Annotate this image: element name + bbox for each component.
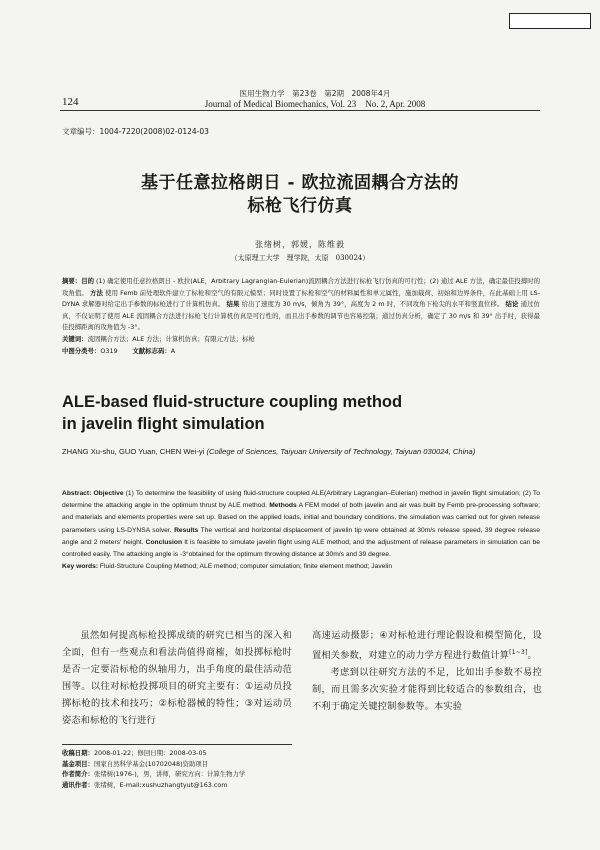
english-authors: ZHANG Xu-shu, GUO Yuan, CHEN Wei-yi (62, 447, 205, 456)
body-paragraph-left: 虽然如何提高标枪投掷成绩的研究已相当的深入和全面，但有一些观点和看法尚值得商榷，如投掷标枪时是否一定要沿标枪的纵轴用力，出手角度的最佳活动范围等。以往对标枪投掷项目的研究主要有：①运动员投掷标枪的技术和技巧；②标枪器械的特性；③对运动员姿态和标枪的飞行进行 (62, 630, 292, 726)
conclusion-label-cn: 结论 (505, 300, 519, 309)
body-paragraph-right-2: 考虑到以往研究方法的不足，比如出手参数不易控制，而且需多次实验才能得到比较适合的参数组合，也不利于确定关键控制参数等。本实验 (312, 667, 542, 713)
citation-ref: [1~3] (509, 649, 528, 656)
method-label-cn: 方法 (90, 288, 103, 297)
footnote-fund (62, 759, 302, 770)
top-right-box (509, 13, 591, 29)
english-abstract (62, 488, 540, 573)
footnote-corresponding (62, 780, 302, 791)
chinese-abstract (62, 276, 540, 357)
chinese-affiliation: （太原理工大学 理学院，太原 030024） (230, 254, 370, 262)
conclusion-text-cn: 通过仿真，不仅证明了使用 ALE 流固耦合方法进行标枪飞行计算机仿真是可行性的，而且出手参数的调节也容易控制；通过仿真分析，确定了 30 m/s 和 39° 出手时，获得最佳投掷距离的攻角值为 -3°。 (62, 300, 540, 332)
footnotes (62, 748, 302, 790)
body-paragraph-right-1-text: 高速运动摄影；④对标枪进行理论假设和模型简化，设置相关参数，对建立的动力学方程进行数值计算 (312, 630, 542, 662)
body-column-right (312, 627, 542, 715)
header-rule (60, 110, 540, 111)
conclusion-label-en: Conclusion (145, 538, 183, 546)
results-label-en: Results (174, 526, 199, 534)
body-column-left (62, 627, 292, 729)
received-label: 收稿日期： (62, 749, 94, 757)
body-paragraph-right-1-end: 。 (527, 650, 537, 662)
fund-label: 基金项目： (62, 759, 94, 768)
keywords-cn: 流固耦合方法；ALE 方法；计算机仿真；有限元方法；标枪 (87, 334, 255, 343)
methods-text-en: A FEM model of both javelin and air was built by Femb pre-processing software; and materials and elements properties were set up. Based on the applied loads, initial and boundary conditions, the simulation was carried out for given release parameters using LS-DYNSA solver. (62, 502, 540, 534)
body-paragraph-right-1 (312, 627, 542, 664)
objective-text-en: (1) To determine the feasibility of using fluid-structure coupled ALE(Arbitrary Lagrangian–Eulerian) method in javelin flight simulation; (2) To determine the attacking angle in the optimum thrust by ALE method. (62, 490, 540, 510)
abstract-label-en: Abstract: (62, 490, 92, 497)
corresponding-label: 通讯作者： (62, 780, 94, 789)
chinese-authors: 张绪树，郭媛，陈维毅 (255, 240, 345, 249)
author-text: 张绪树(1976-)，男，讲师，研究方向：计算生物力学 (93, 770, 246, 778)
objective-label-en: Objective (93, 490, 124, 497)
clc-value: O319 (100, 346, 118, 355)
journal-name-en: Journal of Medical Biomechanics, Vol. 23 No. 2, Apr. 2008 (204, 99, 426, 109)
received-dates: 2008-01-22；修回日期：2008-03-05 (93, 749, 207, 757)
chinese-title (100, 172, 500, 218)
keywords-label-cn: 关键词： (62, 334, 88, 343)
english-title-line2: in javelin flight simulation (62, 415, 265, 433)
english-title-line1: ALE-based fluid-structure coupling method (62, 393, 403, 411)
footnote-rule (62, 744, 292, 745)
running-header (120, 88, 510, 110)
conclusion-text-en: It is feasible to simulate javelin flight using ALE method; and the adjustment of release parameters in simulation can be controlled easily. The attacking angle is -3°obtained for the optimum throwing distance at 30m/s and 39 degree. (62, 538, 541, 559)
objective-text-cn: (1) 确定使用任意拉格朗日 - 欧拉(ALE，Arbitrary Lagrangian-Eulerian)流固耦合方法进行标枪飞行仿真的可行性；(2) 通过 ALE 方法，确定最佳投掷时的攻角值。 (62, 277, 541, 297)
english-affiliation: (College of Sciences, Taiyuan University of Technology, Taiyuan 030024, China) (206, 447, 476, 456)
result-label-cn: 结果 (226, 300, 240, 309)
objective-label-cn: 目的 (81, 277, 94, 285)
fund-text: 国家自然科学基金(10702048)资助项目 (93, 759, 209, 768)
chinese-title-line2: 标枪飞行仿真 (247, 196, 353, 216)
methods-label-en: Methods (269, 502, 297, 510)
page-number: 124 (62, 96, 79, 108)
english-authors-block (62, 446, 540, 458)
author-label: 作者简介： (62, 770, 94, 778)
result-text-cn: 给出了速度为 30 m/s，倾角为 39°，高度为 2 m 时，不同攻角下枪尖的水平和竖直位移。 (241, 300, 504, 309)
doc-code-label: 文献标志码： (132, 346, 171, 355)
doc-code-value: A (170, 346, 176, 355)
abstract-label-cn: 摘要： (62, 277, 82, 285)
clc-label: 中图分类号： (62, 346, 101, 355)
keywords-en: Fluid-Structure Coupling Method; ALE method; computer simulation; finite element method; Javelin (99, 563, 393, 571)
article-number: 文章编号：1004-7220(2008)02-0124-03 (62, 127, 209, 136)
footnote-author (62, 769, 302, 780)
journal-name-cn: 医用生物力学 第23卷 第2期 2008年4月 (239, 89, 391, 98)
method-text-cn: 使用 Femb 前处理软件建立了标枪和空气的有限元模型；同时设置了标枪和空气的材料属性和单元属性，施加载荷、初始和边界条件，在此基础上用 LS-DYNA 求解器对给定出手参数的标枪进行了计算机仿真。 (62, 288, 541, 309)
corresponding-text: 张绪树，E-mail:xushuzhangtyut@163.com (93, 780, 228, 789)
keywords-label-en: Key words: (62, 563, 99, 571)
english-title (62, 391, 540, 435)
chinese-title-line1: 基于任意拉格朗日 - 欧拉流固耦合方法的 (141, 173, 459, 193)
footnote-received (62, 748, 302, 759)
results-text-en: The vertical and horizontal displacement of javelin tip were obtained at 30m/s release speed, 39 degree release angle and 2 meters' height. (62, 526, 540, 546)
